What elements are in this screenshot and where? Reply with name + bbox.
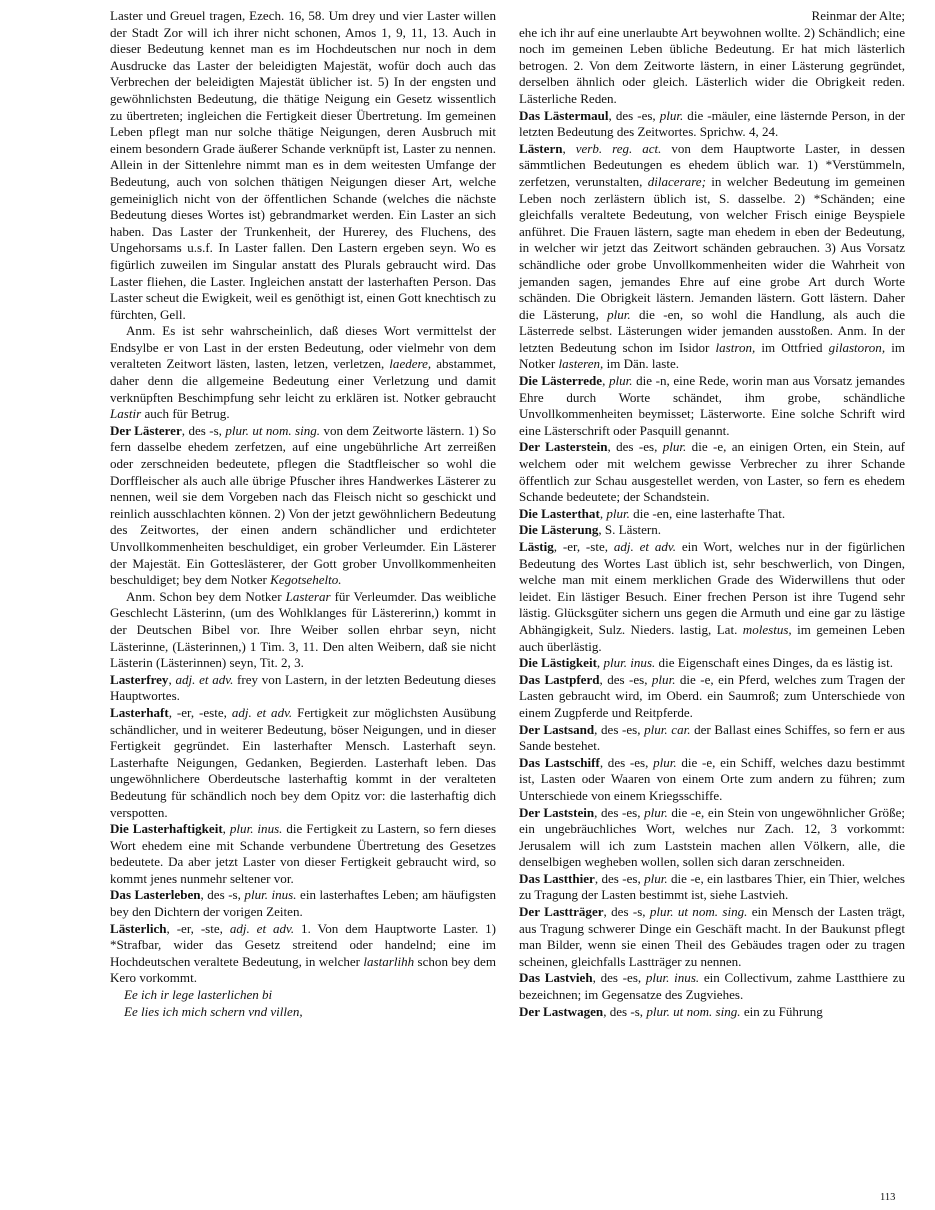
grammar-note: adj. et adv. bbox=[175, 671, 234, 687]
text: , des -es, bbox=[594, 870, 645, 886]
text: ehe ich ihr auf eine unerlaubte Art beywohnen wollte. 2) Schändlich; eine noch im gemeinen Leben übliche Bedeutung. Er hat mich lästerlich betrogen. 2. Von dem Zeitworte lästern, in einer Lästerung gegründet, derselben ähnlich oder gleich. Lästerlich wider die Obrigkeit reden. Lästerliche Reden. bbox=[519, 24, 905, 106]
text: , des -es, bbox=[599, 671, 652, 687]
text: abstammet, daher denn die allgemeine Bedeutung einer Verletzung und damit verknüpften Beschimpfung sehr leicht zu erklären ist. Notker gebraucht bbox=[110, 356, 496, 405]
text: die -e, ein Stein von ungewöhnlicher Größe; ein ungebräuchliches Wort, welches nur Zach. 12, 3 vorkommt: Jerusalem will ich zum Laststein machen allen Völkern, alle, die denselbigen wegheben wollen, sollen sich daran zerschneiden. bbox=[519, 804, 906, 870]
text: , S. Lästern. bbox=[598, 522, 662, 538]
right-column bbox=[519, 8, 905, 1020]
headword: Die Lästerung bbox=[519, 522, 599, 538]
grammar-note: plur. inus. bbox=[645, 970, 700, 986]
grammar-note: plur. car. bbox=[644, 721, 691, 737]
entry bbox=[519, 439, 905, 505]
text: die -en, eine lasterhafte That. bbox=[629, 505, 786, 521]
verse-line: Ee lies ich mich schern vnd villen, bbox=[124, 1003, 303, 1019]
text: , des -es, bbox=[594, 804, 645, 820]
headword: Das Lastthier bbox=[519, 870, 595, 886]
grammar-note: plur. bbox=[607, 306, 631, 322]
grammar-note: plur. bbox=[651, 671, 676, 687]
left-column bbox=[110, 8, 496, 1020]
text: der Ballast eines Schiffes, so fern er aus Sande bestehet. bbox=[519, 721, 905, 754]
text: , des -es, bbox=[599, 754, 654, 770]
text: die -e, ein Pferd, welches zum Tragen der Lasten gebraucht wird, im Oberd. ein Saumroß; zum Unterschiede von einem Zugpferde und Reitpferde. bbox=[519, 671, 905, 720]
text: von dem Zeitworte lästern. 1) So fern dasselbe ehedem zerfetzen, auf eine ungebührliche Art zerreißen oder zerschneiden bedeutete, pflegen die Stadtfleischer so wohl die Dorffleischer als auch alle übrige Pfuscher ihres Handwerkes Lästerer zu nennen, weil sie dem Vorgeben nach das Fleisch nicht so geschickt und reinlich ausschlachten können. 2) Von der jetzt gewöhnlichern Bedeutung des Zeitwortes, der einen andern schändlicher und erdichteter Unvollkommenheiten beschuldiget, ein grober Verleumder. Ein Lästerer der Majestät. Ein Gotteslästerer, der Gott grober Unvollkommenheiten beschuldiget; bey dem Notker bbox=[110, 422, 496, 588]
headword: Lästern bbox=[519, 140, 563, 156]
headword: Das Lastpferd bbox=[519, 671, 600, 687]
entry bbox=[519, 871, 905, 904]
text: ein zu Führung bbox=[740, 1003, 823, 1019]
entry bbox=[519, 970, 905, 1003]
latin-term: molestus, bbox=[742, 621, 792, 637]
grammar-note: adj. et adv. bbox=[231, 704, 293, 720]
entry bbox=[519, 108, 905, 141]
grammar-note: plur. bbox=[644, 804, 668, 820]
grammar-note: plur. ut nom. sing. bbox=[649, 904, 748, 920]
old-form: lasteren, bbox=[558, 356, 604, 372]
grammar-note: plur. ut nom. sing. bbox=[225, 422, 321, 438]
text: schon bey dem Kero vorkommt. bbox=[110, 953, 496, 986]
text: , des -s, bbox=[200, 887, 245, 903]
text: in welcher Bedeutung im gemeinen Leben noch zerlästern üblich ist, S. dasselbe. 2) *Schänden; eine gleichfalls veraltete Bedeutung, von welcher Frisch einige Beyspiele anführet. Die Frauen lästern, sagte man ehedem in eben der Bedeutung, in welcher wir jetzt das Zeitwort schänden gebrauchen. 3) Aus Vorsatz schändliche oder grobe Unvollkommenheiten wider die Wahrheit von jemanden sagen, jemandes Ehre auf eine grobe Art durch Worte schänden. Die Obrigkeit lästern. Jemanden lästern. Gott lästern. Daher die Lästerung, bbox=[519, 173, 905, 322]
entry bbox=[519, 373, 905, 439]
entry bbox=[519, 672, 905, 722]
text: , bbox=[562, 140, 576, 156]
text: , des -s, bbox=[603, 1003, 647, 1019]
headword: Das Lästermaul bbox=[519, 107, 609, 123]
text: im Notker bbox=[519, 339, 905, 372]
entry bbox=[519, 805, 905, 871]
latin-term: laedere, bbox=[389, 356, 432, 372]
headword: Der Lasterstein bbox=[519, 439, 608, 455]
latin-term: dilacerare; bbox=[647, 173, 706, 189]
text: die -e, ein lastbares Thier, ein Thier, welches zu Tragung der Lasten bestimmt ist, siehe Lastvieh. bbox=[519, 870, 905, 903]
text: , des -s, bbox=[603, 904, 650, 920]
headword: Lästerlich bbox=[110, 920, 167, 936]
headword: Der Lastsand bbox=[519, 721, 595, 737]
headword: Lästig bbox=[519, 539, 554, 554]
grammar-note: plur. inus. bbox=[229, 821, 283, 837]
grammar-note: plur. inus. bbox=[603, 655, 656, 671]
old-form: Kegotsehelto. bbox=[270, 572, 342, 588]
text: , des -es, bbox=[592, 970, 646, 986]
text: ein Wort, welches nur in der figürlichen Bedeutung des Wortes Last üblich ist, sehr beschwerlich, von Dingen, welche man mit einem merklichen Grade des Widerwillens thut oder leidet. Ein lästiger Besuch. Einer frechen Person ist ihre Tugend sehr lästig. Glücksgüter sichern uns gegen die Armuth und eine gar zu lästige Abhängigkeit, Sulz. Nieders. lastig, Lat. bbox=[519, 539, 905, 637]
entry bbox=[519, 904, 905, 970]
text: , bbox=[599, 505, 607, 521]
grammar-note: plur. bbox=[653, 754, 677, 770]
grammar-note: plur. bbox=[659, 107, 684, 123]
text: , des -es, bbox=[594, 721, 645, 737]
old-form: gilastoron, bbox=[828, 339, 886, 355]
entry bbox=[519, 722, 905, 755]
text: die -en, so wohl die Handlung, als auch die Lästerrede selbst. Lästerungen wider jemanden ausstoßen. Anm. In der letzten Bedeutung schon im Isidor bbox=[519, 306, 905, 355]
entry bbox=[519, 1004, 905, 1021]
text: , des -es, bbox=[607, 439, 663, 455]
entry bbox=[519, 655, 905, 672]
old-form: lastarlihh bbox=[363, 953, 415, 969]
text: die -e, ein Schiff, welches dazu bestimmt ist, Lasten oder Waaren von einem Orte zum andern zu führen; zum Unterschiede von einem Kriegsschiffe. bbox=[519, 754, 905, 803]
text: ein Mensch der Lasten trägt, aus Tragung schwerer Dinge ein Geschäft macht. In der Baukunst pflegt man Bilder, wenn sie einen Theil des Gebäudes tragen oder zu tragen scheinen, gleichfalls Lastträger zu nennen. bbox=[519, 904, 905, 969]
headword: Der Laststein bbox=[519, 804, 595, 820]
text: die -n, eine Rede, worin man aus Vorsatz jemandes Ehre durch Worte schändet, ihm grobe, schändliche Unvollkommenheiten beymisset; Lästerworte. Eine solche Schrift wird eine Lästerschrift oder Pasquill genannt. bbox=[519, 373, 905, 438]
text: , -er, -este, bbox=[168, 704, 232, 720]
grammar-note: verb. reg. act. bbox=[575, 140, 662, 156]
headword: Das Lastvieh bbox=[519, 970, 593, 986]
text: , -er, -ste, bbox=[553, 539, 614, 554]
text: , -er, -ste, bbox=[166, 920, 230, 936]
headword: Der Lastträger bbox=[519, 904, 604, 920]
text: frey von Lastern, in der letzten Bedeutung dieses Hauptwortes. bbox=[110, 671, 496, 704]
headword: Der Lästerer bbox=[110, 422, 182, 438]
entry bbox=[519, 522, 905, 539]
text: , des -es, bbox=[608, 107, 660, 123]
text: , bbox=[222, 821, 230, 837]
text: im gemeinen Leben auch überlästig. bbox=[519, 621, 905, 654]
text: , bbox=[596, 655, 604, 671]
grammar-note: adj. et adv. bbox=[229, 920, 295, 936]
annotation-paragraph bbox=[110, 589, 496, 672]
text: von dem Hauptworte Laster, in dessen sämmtlichen Bedeutungen es ehedem üblich war. 1) *Verstümmeln, zerfetzen, verunstalten, bbox=[519, 140, 906, 189]
text: im Ottfried bbox=[755, 339, 829, 355]
entry bbox=[110, 705, 496, 821]
entry bbox=[519, 506, 905, 523]
paragraph bbox=[110, 8, 496, 323]
old-form: Lastir bbox=[110, 406, 142, 422]
text: 1. Von dem Hauptworte Laster. 1) *Strafbar, wider das Gesetz streitend oder handelnd; eine im Hochdeutschen veraltete Bedeutung, in welcher bbox=[110, 920, 496, 969]
entry bbox=[110, 821, 496, 887]
grammar-note: plur. bbox=[644, 870, 668, 886]
text: Anm. Es ist sehr wahrscheinlich, daß dieses Wort vermittelst der Endsylbe er von Last in der ersten Bedeutung, oder vielmehr von dem veralteten Zeitwort lästen, lasten, letzen, verletzen, bbox=[110, 323, 496, 372]
text: die Fertigkeit zu Lastern, so fern dieses Wort ehedem eine mit Schande verbundene Übertretung des Gesetzes bedeutete. Da aber jetzt Laster von dieser Fertigkeit gebraucht wird, so kommt jenes nunmehr seltener vor. bbox=[110, 821, 497, 886]
headword: Die Lasterhaftigkeit bbox=[110, 821, 223, 837]
grammar-note: plur. inus. bbox=[244, 887, 297, 903]
paragraph bbox=[519, 25, 905, 108]
text: , bbox=[602, 373, 609, 389]
entry bbox=[110, 672, 496, 705]
entry bbox=[110, 423, 496, 589]
text: Laster und Greuel tragen, Ezech. 16, 58. Um drey und vier Laster willen der Stadt Zor will ich ihrer nicht schonen, Amos 1, 9, 11, 13. Auch in dieser Bedeutung kennet man es im Hochdeutschen nur noch in dem Ausdrucke das Laster der beleidigten Majestät, wofür doch auch das Verbrechen der beleidigten Majestät üblicher ist. 5) In der engsten und gewöhnlichsten Bedeutung, die thätige Neigung ein Gesetz wissentlich zu übertreten; ingleichen die Fertigkeit dieser Übertretung. Im gemeinen Leben pflegt man nur solche thätige Neigungen, deren Ausbruch mit einem besondern Grade äußerer Schande verknüpft ist, Laster zu nennen. Allein in der Sittenlehre nimmt man es in dem weitesten Umfange der Bedeutung, auch von solchen thätigen Neigungen dieser Art, welche gemeiniglich nicht von der öffentlichen Schande (welches die nächste Bedeutung dieses Wortes ist) gebrandmarket werden. Ein Laster an sich haben. Das Laster der Trunkenheit, der Hurerey, des Fluchens, des Ungehorsams u.s.f. In Laster fallen. Den Lastern ergeben seyn. Wo es figürlich zuweilen im Singular anstatt des Plurals gebraucht wird. Das Laster fliehen, die Laster. Ingleichen anstatt der lasterhaften Person. Das Laster scheut die Ewigkeit, weil es genöthigt ist, einen Gott knechtisch zu fürchten, Gell. bbox=[110, 8, 496, 322]
text: für Verleumder. Das weibliche Geschlecht Lästerinn, (um des Wohlklanges für Lästererinn,) kommt in der Deutschen Bibel vor. Ihre Weiber sollen ehrbar seyn, nicht Lästerinne, (Lästerinnen,) 1 Tim. 3, 11. Den alten Weibern, daß sie nicht Lästerin (Lästerinnen) seyn, Tit. 2, 3. bbox=[110, 588, 496, 671]
text: Anm. Schon bey dem Notker bbox=[126, 588, 286, 604]
entry bbox=[110, 887, 496, 920]
entry bbox=[110, 921, 496, 987]
headword: Das Lastschiff bbox=[519, 754, 600, 770]
old-form: Lasterar bbox=[285, 588, 331, 604]
text: , des -s, bbox=[181, 422, 226, 438]
text: im Dän. laste. bbox=[603, 356, 680, 372]
text: die Eigenschaft eines Dinges, da es lästig ist. bbox=[655, 655, 893, 671]
old-form: lastron, bbox=[715, 339, 756, 355]
page-number: 113 bbox=[880, 1192, 896, 1203]
text: die -mäuler, eine lästernde Person, in der letzten Bedeutung des Zeitwortes. Sprichw. 4, 24. bbox=[519, 107, 905, 140]
headword: Die Lästigkeit bbox=[519, 655, 597, 671]
text: ein Collectivum, zahme Lastthiere zu bezeichnen; im Gegensatze des Zugviehes. bbox=[519, 970, 905, 1003]
headword: Lasterfrey bbox=[110, 671, 169, 687]
headword: Der Lastwagen bbox=[519, 1003, 604, 1019]
grammar-note: plur. ut nom. sing. bbox=[646, 1003, 741, 1019]
text: , bbox=[168, 671, 176, 687]
annotation-paragraph bbox=[110, 323, 496, 423]
entry bbox=[519, 141, 905, 373]
text: die -e, an einigen Orten, ein Stein, auf welchem oder mit welchem gewisse Verbrecher zu ihrer Schande öffentlich zur Schau ausgestellet werden, von Laster, so fern es ehedem Schande bedeutete; der Schandstein. bbox=[519, 439, 905, 505]
grammar-note: plur. bbox=[662, 439, 687, 455]
grammar-note: plur. bbox=[606, 505, 630, 521]
grammar-note: adj. et adv. bbox=[613, 539, 676, 554]
entry bbox=[519, 539, 905, 655]
verse-attribution: Reinmar der Alte; bbox=[811, 8, 905, 23]
headword: Das Lasterleben bbox=[110, 887, 201, 903]
text: Fertigkeit zur möglichsten Ausübung schändlicher, und in weiterer Bedeutung, böser Neigungen, und in dieser Fertigkeit gegründet. Ein lasterhafter Mensch. Lasterhaft seyn. Lasterhafte Neigungen, Gedanken, Begierden. Lasterhaft leben. Das ungewöhnlichere Oberdeutsche lasterhaftig kommt in der veralteten Bedeutung für schändlich noch bey dem Opitz vor: die lasterhaftig dich verspotten. bbox=[110, 704, 496, 820]
headword: Lasterhaft bbox=[110, 704, 169, 720]
entry bbox=[519, 755, 905, 805]
headword: Die Lasterthat bbox=[519, 505, 600, 521]
text: auch für Betrug. bbox=[141, 406, 230, 422]
grammar-note: plur. bbox=[608, 373, 633, 389]
text: ein lasterhaftes Leben; am häufigsten bey den Dichtern der vorigen Zeiten. bbox=[110, 887, 497, 920]
headword: Die Lästerrede bbox=[519, 373, 603, 389]
verse-line: Ee ich ir lege lasterlichen bi bbox=[124, 987, 273, 1003]
